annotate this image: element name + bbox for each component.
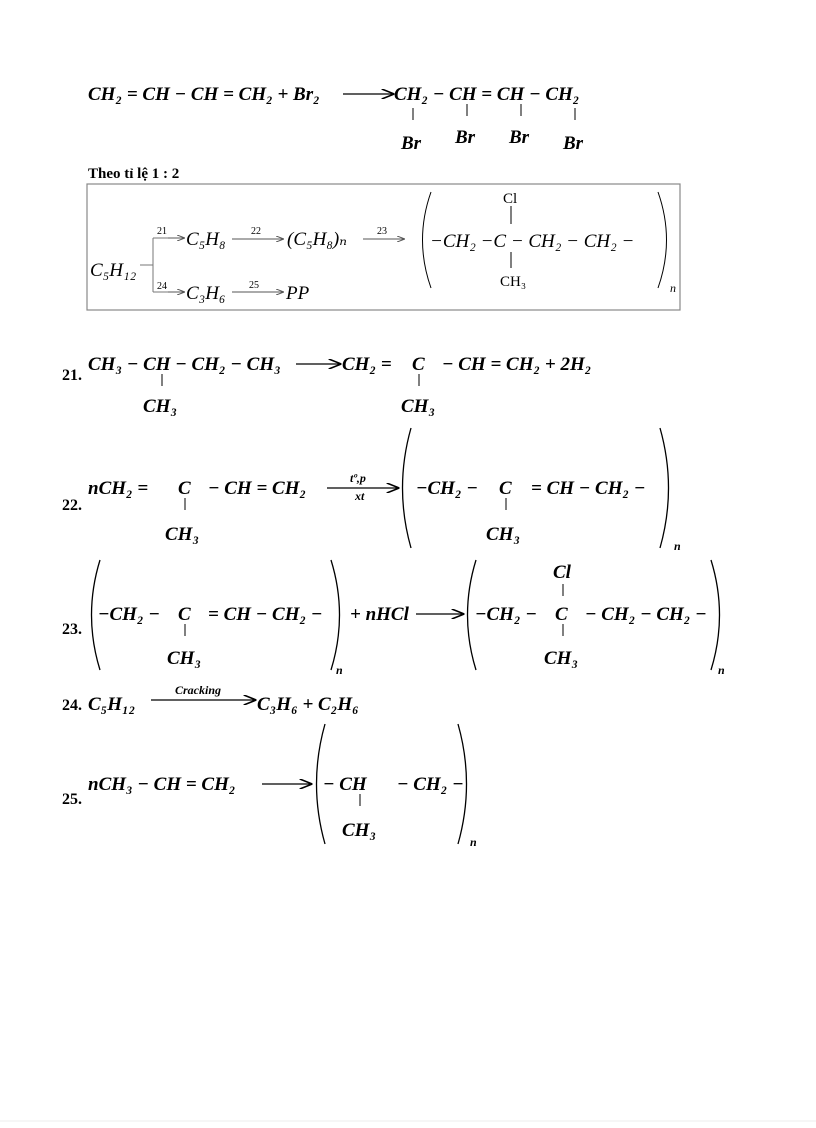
reaction-23-lhs-c: C <box>178 604 191 625</box>
bracket-left <box>403 428 412 548</box>
reaction-number: 24. <box>62 697 82 714</box>
step-label: 23 <box>377 226 387 237</box>
substituent-ch3: CH₃ <box>143 396 178 417</box>
reaction-number: 23. <box>62 621 82 638</box>
subscript-n: n <box>336 663 343 677</box>
bracket-right <box>711 560 720 670</box>
substituent-br: Br <box>455 127 476 148</box>
reaction-24 <box>62 683 359 715</box>
substituent-br: Br <box>401 133 422 154</box>
subscript-n: n <box>718 663 725 677</box>
substituent-ch3: CH₃ <box>167 648 202 669</box>
substituent-ch3: CH₃ <box>165 524 200 545</box>
reaction-22-rhs-a: −CH₂ − <box>416 478 478 499</box>
reaction-number: 21. <box>62 367 82 384</box>
reaction-21-lhs: CH₃ − CH − CH₂ − CH₃ <box>88 354 281 375</box>
subscript-n: n <box>674 539 681 553</box>
scheme-c3h6: C₃H₆ <box>186 283 226 304</box>
reaction-23-lhs-a: −CH₂ − <box>98 604 160 625</box>
reaction-22-lhs-c: C <box>178 478 191 499</box>
reaction-number: 25. <box>62 791 82 808</box>
step-label: 24 <box>157 281 167 292</box>
scheme-ch3: CH₃ <box>500 274 527 290</box>
reaction-bromination <box>88 84 584 154</box>
step-label: 22 <box>251 226 261 237</box>
reaction-22 <box>62 428 681 553</box>
reaction-25-rhs-a: − CH <box>323 774 367 795</box>
condition-cracking: Cracking <box>175 683 222 697</box>
reaction-21-rhs-a: CH₂ = <box>342 354 392 375</box>
reaction-21 <box>62 354 591 417</box>
reaction-21-rhs-b: − CH = CH₂ + 2H₂ <box>442 354 592 375</box>
reaction-22-lhs-b: − CH = CH₂ <box>208 478 307 499</box>
reaction-23-rhs-a: −CH₂ − <box>475 604 537 625</box>
substituent-ch3: CH₃ <box>342 820 377 841</box>
reaction-25-lhs: nCH₃ − CH = CH₂ <box>88 774 236 795</box>
step-label: 25 <box>249 280 259 291</box>
ratio-label: Theo tỉ lệ 1 : 2 <box>88 166 180 182</box>
substituent-ch3: CH₃ <box>544 648 579 669</box>
reaction-scheme <box>87 184 680 310</box>
reaction-br-lhs: CH₂ = CH − CH = CH₂ + Br₂ <box>88 84 320 105</box>
condition-top: tº,p <box>350 471 366 485</box>
step-label: 21 <box>157 226 167 237</box>
condition-bottom: xt <box>355 489 365 503</box>
subscript-n: n <box>470 835 477 849</box>
reaction-23-reagent: + nHCl <box>350 604 409 625</box>
bracket-right <box>658 192 667 288</box>
substituent-br: Br <box>563 133 584 154</box>
reaction-22-lhs-a: nCH₂ = <box>88 478 149 499</box>
scheme-c5h8: C₅H₈ <box>186 229 226 250</box>
substituent-cl: Cl <box>553 562 571 583</box>
reaction-23-lhs-b: = CH − CH₂ − <box>208 604 323 625</box>
bracket-right <box>331 560 340 670</box>
reaction-25 <box>62 724 477 849</box>
scheme-product: −CH₂ −C − CH₂ − CH₂ − <box>430 231 635 252</box>
reaction-24-lhs: C₅H₁₂ <box>88 694 136 715</box>
reaction-23-rhs-c: C <box>555 604 568 625</box>
reaction-number: 22. <box>62 497 82 514</box>
scheme-start: C₅H₁₂ <box>90 260 137 281</box>
scheme-polymer: (C₅H₈)ₙ <box>287 229 347 250</box>
reaction-25-rhs-b: − CH₂ − <box>397 774 464 795</box>
reaction-23-rhs-b: − CH₂ − CH₂ − <box>585 604 707 625</box>
substituent-ch3: CH₃ <box>401 396 436 417</box>
reaction-22-rhs-c: C <box>499 478 512 499</box>
substituent-ch3: CH₃ <box>486 524 521 545</box>
reaction-21-rhs-c: C <box>412 354 425 375</box>
reaction-22-rhs-b: = CH − CH₂ − <box>531 478 646 499</box>
substituent-br: Br <box>509 127 530 148</box>
subscript-n: n <box>670 281 676 295</box>
reaction-br-rhs: CH₂ − CH = CH − CH₂ <box>394 84 580 105</box>
reaction-24-rhs: C₃H₆ + C₂H₆ <box>257 694 359 715</box>
scheme-pp: PP <box>286 283 310 304</box>
reaction-23 <box>62 560 725 677</box>
bracket-right <box>660 428 669 548</box>
scheme-cl: Cl <box>503 191 518 207</box>
